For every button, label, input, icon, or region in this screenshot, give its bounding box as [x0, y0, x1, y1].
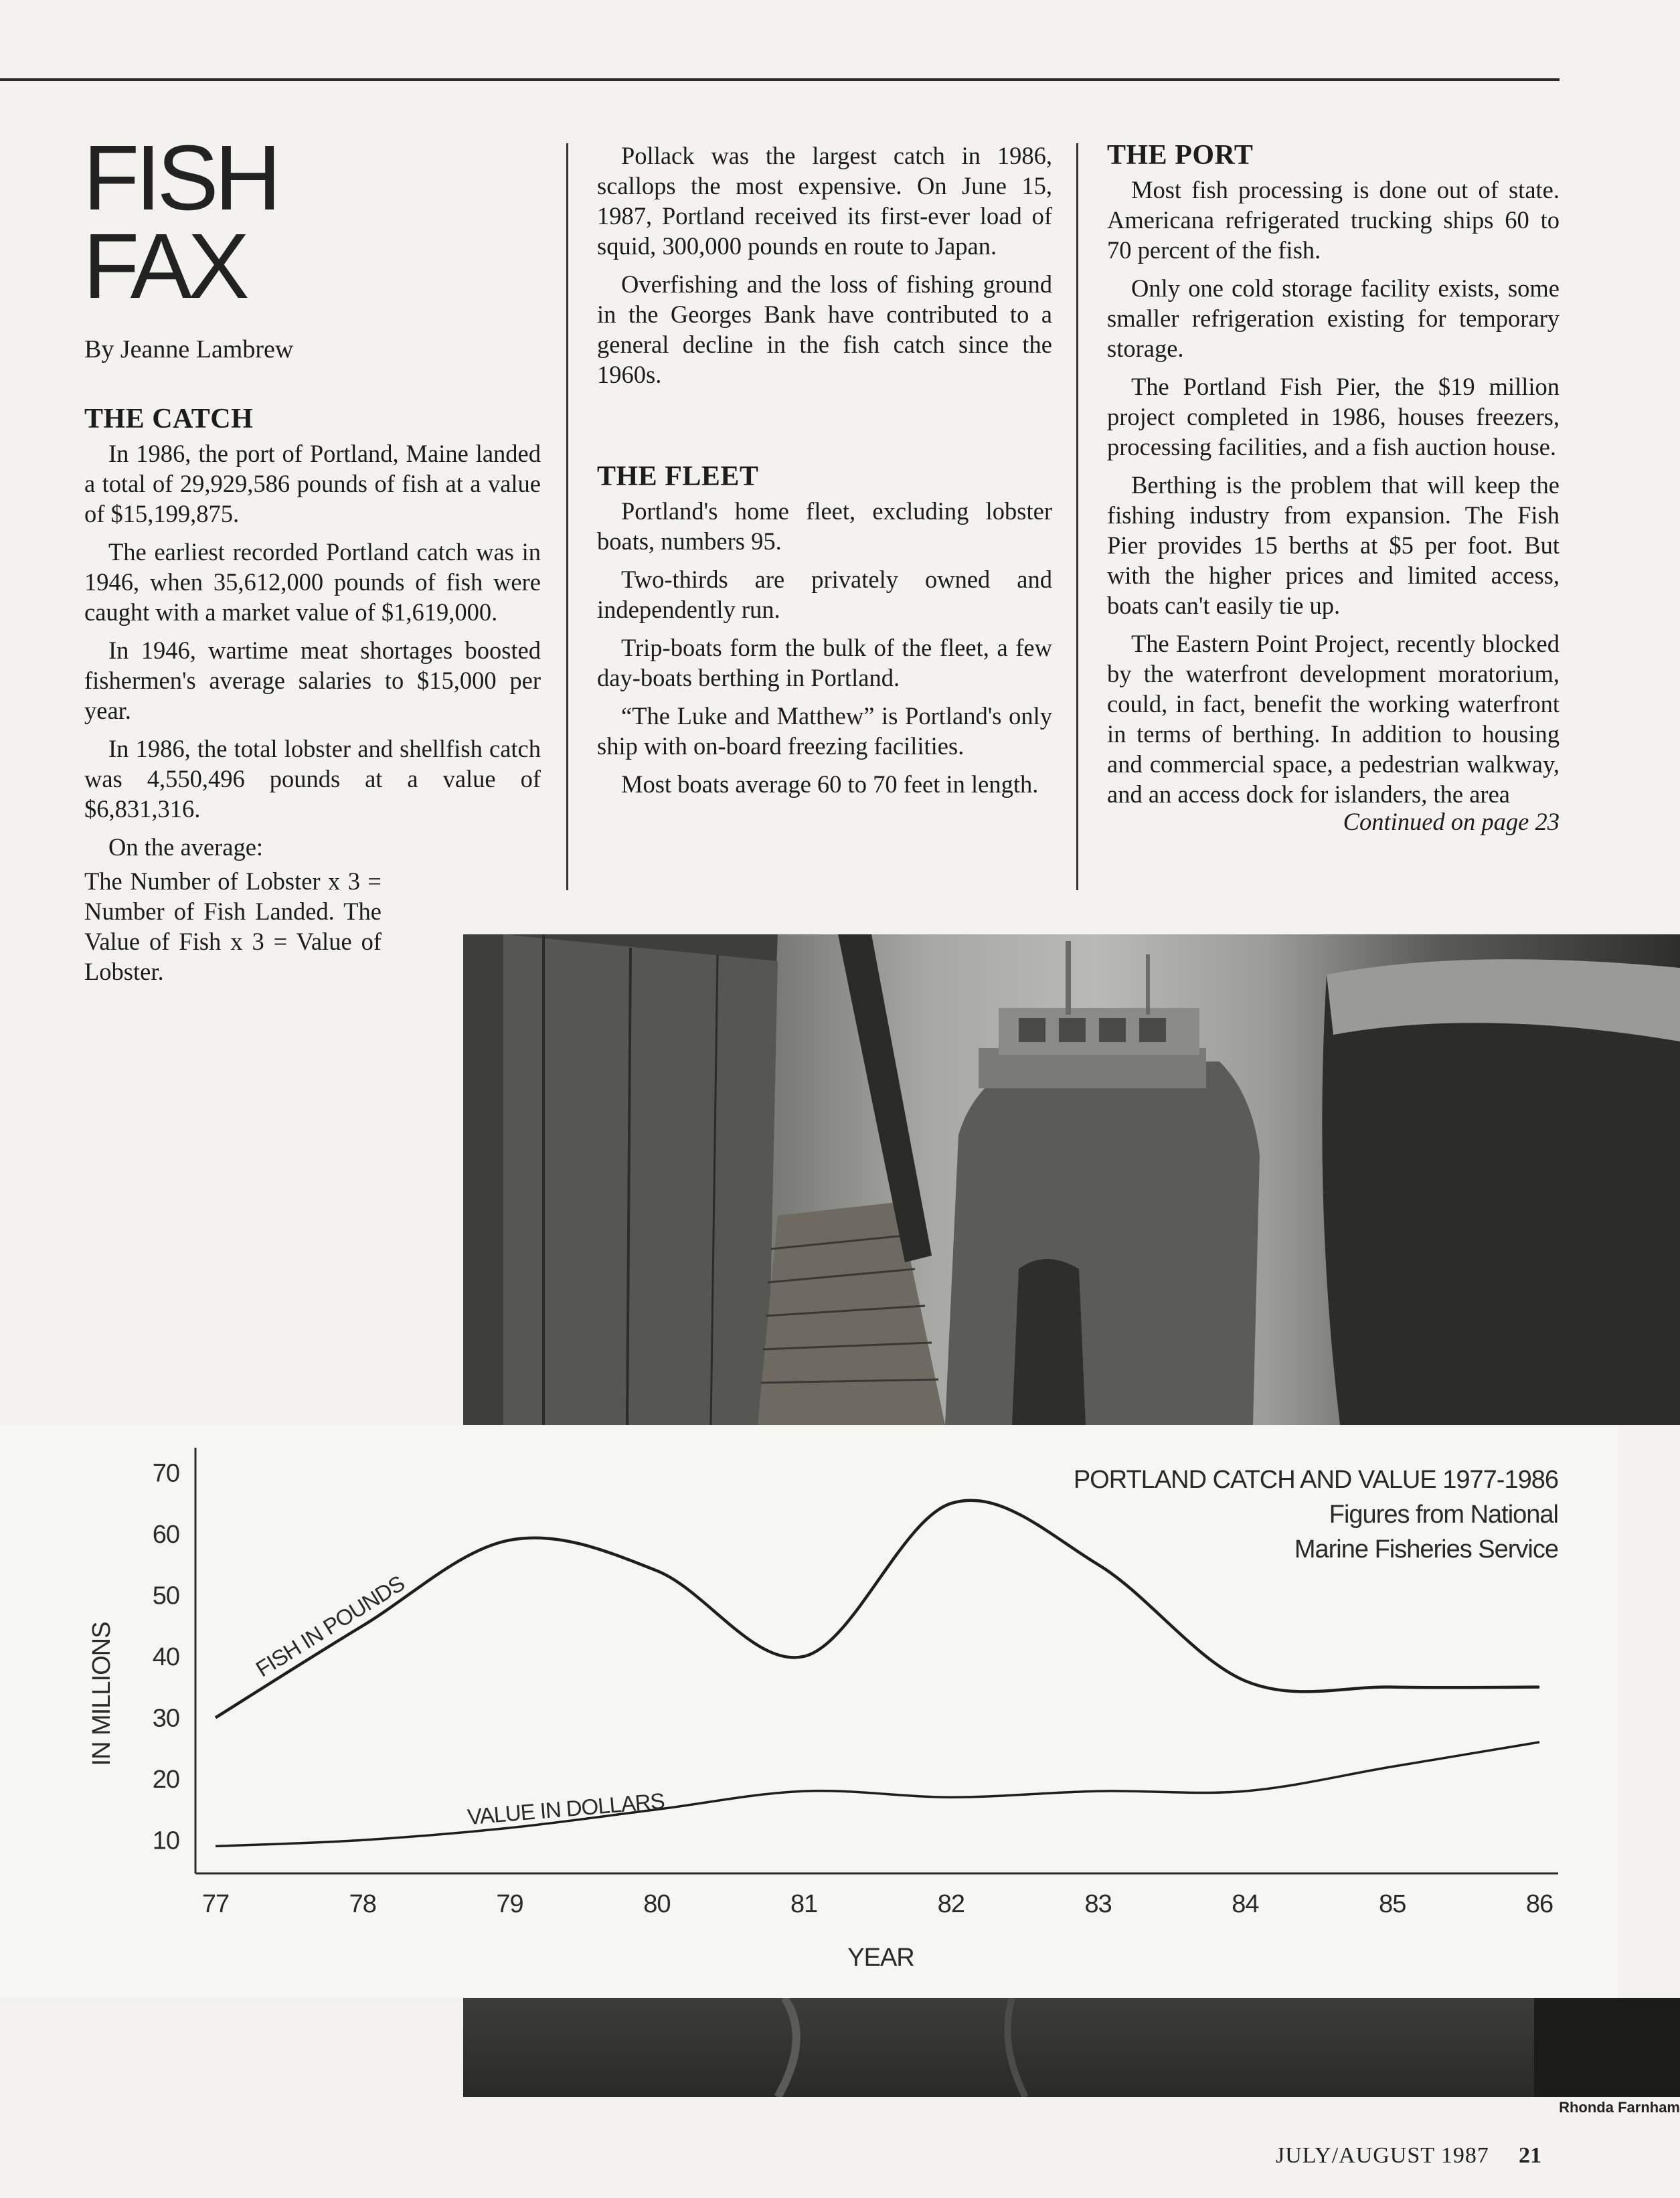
chart-canvas: [0, 1425, 1618, 1998]
column-rule-2: [1076, 143, 1078, 890]
catch-paragraph: The Number of Lobster x 3 = Number of Fish Landed. The Value of Fish x 3 = Value of Lobster.: [84, 867, 382, 985]
x-tick-label: 84: [1232, 1890, 1259, 1918]
fleet-paragraph: “The Luke and Matthew” is Portland's only ship with on-board freezing facilities.: [597, 702, 1052, 760]
series-label-fish-in-pounds: FISH IN POUNDS: [251, 1570, 409, 1682]
chart-x-ticks: [202, 1890, 1553, 1918]
port-paragraph: Berthing is the problem that will keep the fishing industry from expansion. The Fish Pier provides 15 berths at $5 per foot. But with the higher prices and limited access, boats can't easily tie up.: [1107, 471, 1560, 619]
x-tick-label: 77: [201, 1890, 230, 1918]
fleet-paragraph: Trip-boats form the bulk of the fleet, a few day-boats berthing in Portland.: [597, 634, 1052, 691]
article-title: [83, 126, 278, 318]
column-port: [1107, 141, 1560, 840]
port-paragraph: The Portland Fish Pier, the $19 million project completed in 1986, houses freezers, processing facilities, and a fish auction house.: [1107, 373, 1560, 460]
y-tick-label: 30: [152, 1704, 179, 1733]
catch-paragraph: On the average:: [108, 833, 264, 861]
catch-value-chart: [0, 1425, 1618, 1998]
catch-paragraph: The earliest recorded Portland catch was in 1946, when 35,612,000 pounds of fish were caught with a market value of $1,619,000.: [84, 538, 541, 626]
photo-credit: Rhonda Farnham: [1559, 2099, 1680, 2116]
title-line-2: FAX: [83, 215, 246, 318]
chart-subtitle-line-1: Figures from National: [1329, 1501, 1558, 1529]
harbor-photo: [463, 934, 1680, 1425]
x-tick-label: 85: [1379, 1890, 1406, 1918]
column-rule-1: [566, 143, 568, 890]
photo-bottom-strip: [463, 1998, 1680, 2097]
series-label-value-in-dollars: VALUE IN DOLLARS: [466, 1788, 665, 1830]
x-tick-label: 80: [643, 1890, 671, 1918]
intro-paragraph: Overfishing and the loss of fishing ground in the Georges Bank have contributed to a general decline in the fish catch since the 1960s.: [597, 270, 1052, 388]
chart-y-ticks: [153, 1459, 179, 1855]
heading-the-fleet: THE FLEET: [597, 461, 759, 492]
column-fleet: [597, 141, 1052, 807]
title-line-1: FISH: [83, 126, 278, 230]
y-tick-label: 40: [152, 1642, 179, 1671]
issue-date: JULY/AUGUST 1987: [1276, 2143, 1489, 2168]
y-tick-label: 70: [152, 1459, 179, 1488]
x-tick-label: 78: [349, 1890, 376, 1918]
top-rule: [0, 78, 1560, 81]
intro-paragraph: Pollack was the largest catch in 1986, scallops the most expensive. On June 15, 1987, Portland received its first-ever load of squid, 300,000 pounds en route to Japan.: [597, 142, 1052, 260]
catch-paragraph: In 1986, the total lobster and shellfish catch was 4,550,496 pounds at a value of $6,831,316.: [84, 735, 541, 823]
photo-strip-drawing: [463, 1998, 1680, 2097]
y-tick-label: 50: [152, 1582, 179, 1610]
fleet-paragraph: Two-thirds are privately owned and independently run.: [597, 566, 1052, 623]
catch-paragraph: In 1946, wartime meat shortages boosted fishermen's average salaries to $15,000 per year.: [84, 637, 541, 724]
y-tick-label: 60: [152, 1520, 179, 1549]
chart-subtitle-line-2: Marine Fisheries Service: [1294, 1535, 1558, 1563]
continued-note: Continued on page 23: [1343, 808, 1560, 835]
fleet-paragraph: Most boats average 60 to 70 feet in length.: [621, 770, 1039, 798]
port-paragraph: Most fish processing is done out of state. Americana refrigerated trucking ships 60 to 70 percent of the fish.: [1107, 176, 1560, 264]
column-catch: [84, 404, 541, 995]
page-footer: [1276, 2143, 1541, 2169]
chart-x-label: YEAR: [847, 1944, 914, 1972]
fleet-paragraph: Portland's home fleet, excluding lobster boats, numbers 95.: [597, 497, 1052, 555]
y-tick-label: 20: [152, 1765, 179, 1794]
series-line-1: [216, 1742, 1539, 1846]
x-tick-label: 82: [937, 1890, 965, 1918]
x-tick-label: 79: [496, 1890, 523, 1918]
catch-paragraph: In 1986, the port of Portland, Maine landed a total of 29,929,586 pounds of fish at a value of $15,199,875.: [84, 440, 541, 527]
harbor-photo-drawing: [463, 934, 1680, 1425]
port-paragraph: The Eastern Point Project, recently blocked by the waterfront development moratorium, could, in fact, benefit the working waterfront in terms of berthing. In addition to housing and commercial space, a pedestrian walkway, and an access dock for islanders, the area: [1107, 630, 1560, 808]
page-number: 21: [1518, 2143, 1541, 2168]
series-line-0: [216, 1501, 1539, 1718]
x-tick-label: 83: [1084, 1890, 1112, 1918]
chart-y-label: IN MILLIONS: [88, 1622, 116, 1766]
heading-the-port: THE PORT: [1107, 140, 1254, 171]
y-tick-label: 10: [152, 1827, 179, 1855]
port-paragraph: Only one cold storage facility exists, some smaller refrigeration existing for temporary storage.: [1107, 274, 1560, 362]
x-tick-label: 81: [790, 1890, 818, 1918]
x-tick-label: 86: [1525, 1890, 1553, 1918]
heading-the-catch: THE CATCH: [84, 404, 254, 434]
chart-title: PORTLAND CATCH AND VALUE 1977-1986: [1073, 1466, 1558, 1494]
byline: By Jeanne Lambrew: [84, 335, 294, 363]
